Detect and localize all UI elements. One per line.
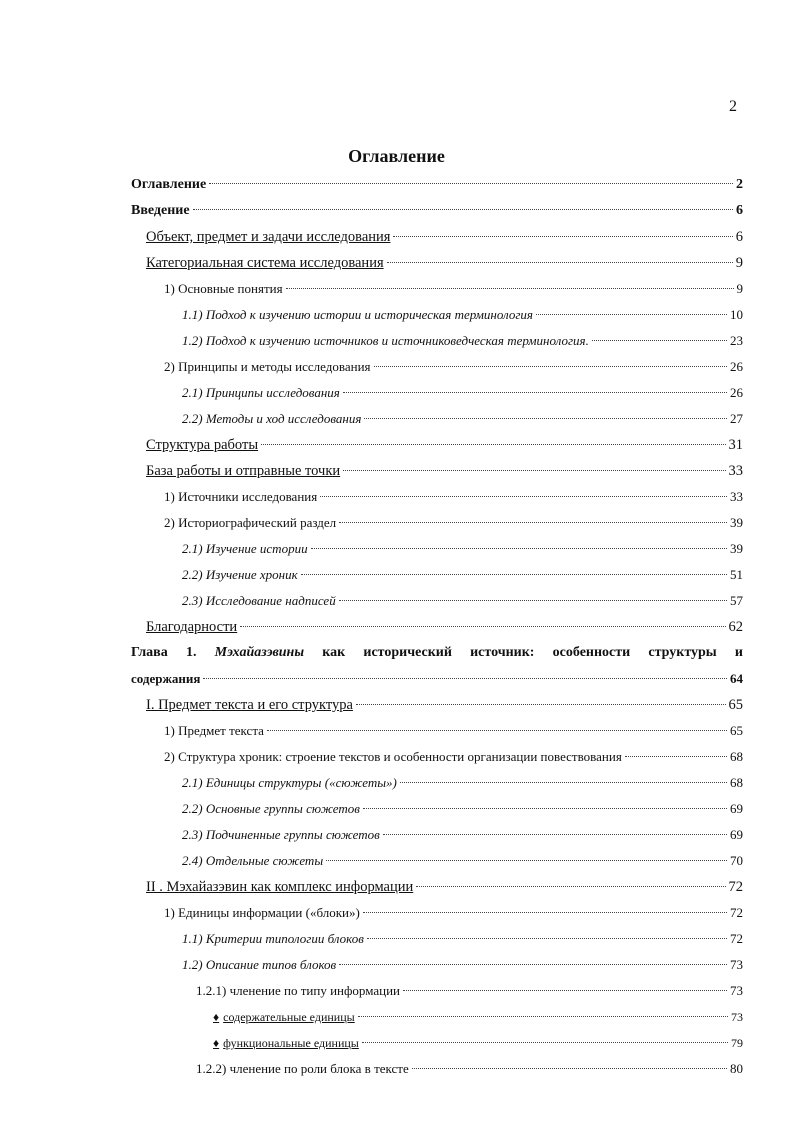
toc-entry-label [146, 614, 237, 640]
dot-leader [387, 262, 733, 263]
toc-entry-text: 1) Основные понятия [164, 281, 283, 296]
toc-entry-label [182, 328, 589, 354]
dot-leader [286, 288, 734, 289]
toc-entry-label [164, 744, 622, 770]
toc-entry-text: Объект, предмет и задачи исследования [146, 229, 391, 245]
toc-entry-label [213, 1030, 359, 1056]
toc-entry[interactable] [131, 1056, 743, 1082]
toc-entry-page: 65 [730, 723, 743, 738]
toc-entry-page: 72 [730, 905, 743, 920]
chapter-prefix: Глава [131, 645, 168, 660]
toc-entry[interactable] [131, 614, 743, 640]
dot-leader [363, 808, 727, 809]
toc-entry-label [164, 276, 283, 302]
toc-entry-label [182, 380, 340, 406]
toc-entry-label [213, 1004, 355, 1030]
toc-entry[interactable] [131, 224, 743, 250]
dot-leader [364, 418, 727, 419]
toc-entry-label [164, 510, 336, 536]
dot-leader [240, 626, 725, 627]
toc-entry[interactable] [131, 250, 743, 276]
toc-entry-page: 73 [730, 983, 743, 998]
toc-entry[interactable] [131, 1004, 743, 1030]
toc-entry-label [164, 484, 317, 510]
dot-leader [320, 496, 727, 497]
dot-leader [625, 756, 727, 757]
toc-entry-text: 2.1) Изучение истории [182, 541, 308, 556]
dot-leader [267, 730, 727, 731]
toc-entry[interactable] [131, 718, 743, 744]
toc-entry[interactable] [131, 770, 743, 796]
toc-entry-text: функциональные единицы [223, 1036, 359, 1050]
toc-title: Оглавление [348, 146, 445, 166]
toc-entry[interactable] [131, 276, 743, 302]
dot-leader [193, 209, 733, 210]
dot-leader [592, 340, 727, 341]
toc-entry-page: 64 [730, 671, 743, 686]
toc-entry-page: 65 [728, 697, 743, 713]
toc-entry-text: 1) Источники исследования [164, 489, 318, 504]
diamond-bullet-icon: ♦ [213, 1036, 220, 1050]
toc-entry-page: 62 [728, 619, 743, 635]
dot-leader [339, 964, 727, 965]
toc-chapter-1-section [131, 692, 743, 1082]
chapter-title-rest: как исторический источник: особенности структуры и [322, 645, 744, 660]
toc-entry-text: База работы и отправные точки [146, 463, 341, 479]
toc-entry[interactable] [131, 900, 743, 926]
toc-entry-page: 72 [728, 879, 743, 895]
dot-leader [416, 886, 725, 887]
toc-entry[interactable] [131, 484, 743, 510]
toc-entry-label [196, 1056, 409, 1082]
dot-leader [393, 236, 732, 237]
toc-entry-label [182, 536, 308, 562]
toc-entry-page: 33 [730, 489, 743, 504]
toc-entry-page: 57 [730, 593, 743, 608]
toc-entry[interactable] [131, 848, 743, 874]
toc-entry-text: Введение [131, 203, 190, 218]
toc-entry-text: 2.3) Подчиненные группы сюжетов [182, 827, 380, 842]
toc-entry-page: 39 [730, 515, 743, 530]
dot-leader [311, 548, 727, 549]
toc-entry-label [182, 770, 397, 796]
table-of-contents [131, 172, 743, 1082]
toc-entry[interactable] [131, 432, 743, 458]
toc-entry-page: 68 [730, 775, 743, 790]
toc-entry-page: 23 [730, 333, 743, 348]
toc-entry-label [146, 874, 413, 900]
toc-entry[interactable] [131, 510, 743, 536]
dot-leader [362, 1042, 728, 1043]
toc-entry-page: 9 [736, 281, 743, 296]
toc-entry[interactable] [131, 692, 743, 718]
toc-entry-text: 1.2) Подход к изучению источников и источниковедческая терминология. [182, 333, 589, 348]
toc-entry-text: 1.2.1) членение по типу информации [196, 983, 401, 998]
toc-entry-page: 79 [731, 1036, 743, 1050]
page-number: 2 [729, 98, 737, 115]
toc-entry[interactable] [131, 874, 743, 900]
toc-chapter-1[interactable] [131, 640, 743, 692]
dot-leader [343, 392, 727, 393]
toc-entry-page: 26 [730, 359, 743, 374]
toc-entry-label [182, 588, 336, 614]
toc-entry-text: Благодарности [146, 619, 238, 635]
dot-leader [339, 600, 727, 601]
toc-entry[interactable] [131, 406, 743, 432]
toc-entry-text: I. Предмет текста и его структура [146, 697, 353, 713]
toc-entry-label [146, 250, 384, 276]
toc-entry[interactable] [131, 198, 743, 224]
toc-entry[interactable] [131, 744, 743, 770]
toc-entry-label [164, 354, 371, 380]
toc-entry-label [182, 796, 360, 822]
toc-entry-label [131, 172, 206, 198]
dot-leader [374, 366, 727, 367]
dot-leader [400, 782, 727, 783]
toc-entry[interactable] [131, 926, 743, 952]
dot-leader [358, 1016, 728, 1017]
toc-entry-text: 2.3) Исследование надписей [182, 593, 336, 608]
toc-entry[interactable] [131, 562, 743, 588]
toc-entry-text: 1.1) Подход к изучению истории и историческая терминология [182, 307, 533, 322]
dot-leader [412, 1068, 727, 1069]
toc-entry-label [182, 302, 533, 328]
toc-entry-text: II . Мэхайазэвин как комплекс информации [146, 879, 414, 895]
toc-entry[interactable] [131, 536, 743, 562]
toc-entry-text: 1) Единицы информации («блоки») [164, 905, 360, 920]
dot-leader [343, 470, 725, 471]
toc-entry[interactable] [131, 172, 743, 198]
toc-entry-page: 51 [730, 567, 743, 582]
toc-entry-text: 2.1) Принципы исследования [182, 385, 340, 400]
toc-entry[interactable] [131, 354, 743, 380]
toc-entry-label: содержания [131, 671, 201, 686]
dot-leader [209, 183, 733, 184]
toc-entry-label [196, 978, 400, 1004]
toc-entry[interactable] [131, 380, 743, 406]
toc-entry-page: 31 [728, 437, 743, 453]
chapter-1-title-line [131, 640, 743, 666]
toc-entry-page: 68 [730, 749, 743, 764]
toc-entry-text: 2.4) Отдельные сюжеты [182, 853, 324, 868]
toc-entry-page: 33 [728, 463, 743, 479]
toc-entry[interactable] [131, 328, 743, 354]
chapter-name: Мэхайазэвины [214, 645, 305, 660]
toc-entry-label [131, 198, 190, 224]
toc-entry-text: Структура работы [146, 437, 259, 453]
toc-entry-text: 1.1) Критерии типологии блоков [182, 931, 364, 946]
toc-entry-label [146, 458, 340, 484]
toc-entry[interactable] [131, 1030, 743, 1056]
toc-entry[interactable] [131, 796, 743, 822]
toc-entry-label [182, 406, 361, 432]
toc-entry-text: 1) Предмет текста [164, 723, 264, 738]
toc-entry-page: 6 [735, 229, 743, 245]
toc-entry-text: 2.2) Изучение хроник [182, 567, 298, 582]
toc-entry-label [182, 562, 298, 588]
toc-entry-text: Категориальная система исследования [146, 255, 384, 271]
diamond-bullet-icon: ♦ [213, 1010, 220, 1024]
toc-entry-page: 27 [730, 411, 743, 426]
dot-leader [536, 314, 727, 315]
dot-leader [301, 574, 727, 575]
toc-entry-label [164, 900, 360, 926]
toc-entry-text: 2.2) Методы и ход исследования [182, 411, 362, 426]
toc-entry-page: 2 [736, 177, 743, 192]
toc-entry-page: 69 [730, 801, 743, 816]
toc-entry[interactable] [131, 952, 743, 978]
dot-leader [403, 990, 727, 991]
toc-entry-page: 26 [730, 385, 743, 400]
chapter-1-title-continuation [131, 666, 743, 692]
toc-entry-page: 69 [730, 827, 743, 842]
toc-entry-text: 2) Структура хроник: строение текстов и особенности организации повествования [164, 749, 622, 764]
toc-entry-text: 1.2) Описание типов блоков [182, 957, 337, 972]
toc-entry-label [146, 692, 353, 718]
toc-entry-text: Оглавление [131, 177, 207, 192]
dot-leader [363, 912, 727, 913]
toc-entry-page: 6 [736, 203, 743, 218]
toc-entry-label [182, 822, 380, 848]
toc-entry-text: 2.2) Основные группы сюжетов [182, 801, 360, 816]
dot-leader [339, 522, 727, 523]
dot-leader [356, 704, 726, 705]
toc-entry-page: 10 [730, 307, 743, 322]
toc-entry[interactable] [131, 588, 743, 614]
chapter-number: 1. [185, 645, 197, 660]
toc-entry-text: 2) Историографический раздел [164, 515, 337, 530]
dot-leader [261, 444, 725, 445]
toc-entry[interactable] [131, 458, 743, 484]
toc-entry-page: 80 [730, 1061, 743, 1076]
toc-entry-text: 2.1) Единицы структуры («сюжеты») [182, 775, 397, 790]
toc-entry-label [146, 432, 258, 458]
toc-entry-page: 73 [730, 957, 743, 972]
toc-entry[interactable] [131, 978, 743, 1004]
toc-entry-page: 72 [730, 931, 743, 946]
toc-entry-label [182, 952, 336, 978]
toc-entry-label [182, 848, 323, 874]
dot-leader [367, 938, 727, 939]
toc-entry-text: содержательные единицы [223, 1010, 355, 1024]
toc-entry-label [146, 224, 390, 250]
toc-entry-text: 2) Принципы и методы исследования [164, 359, 371, 374]
toc-entry-page: 9 [735, 255, 743, 271]
dot-leader [326, 860, 727, 861]
toc-entry[interactable] [131, 822, 743, 848]
toc-entry-page: 70 [730, 853, 743, 868]
toc-entry-page: 39 [730, 541, 743, 556]
dot-leader [203, 678, 727, 679]
toc-entry-label [182, 926, 364, 952]
toc-entry-text: 1.2.2) членение по роли блока в тексте [196, 1061, 409, 1076]
toc-entry[interactable] [131, 302, 743, 328]
dot-leader [383, 834, 727, 835]
toc-entry-page: 73 [731, 1010, 743, 1024]
toc-intro-section [131, 172, 743, 640]
toc-entry-label [164, 718, 264, 744]
